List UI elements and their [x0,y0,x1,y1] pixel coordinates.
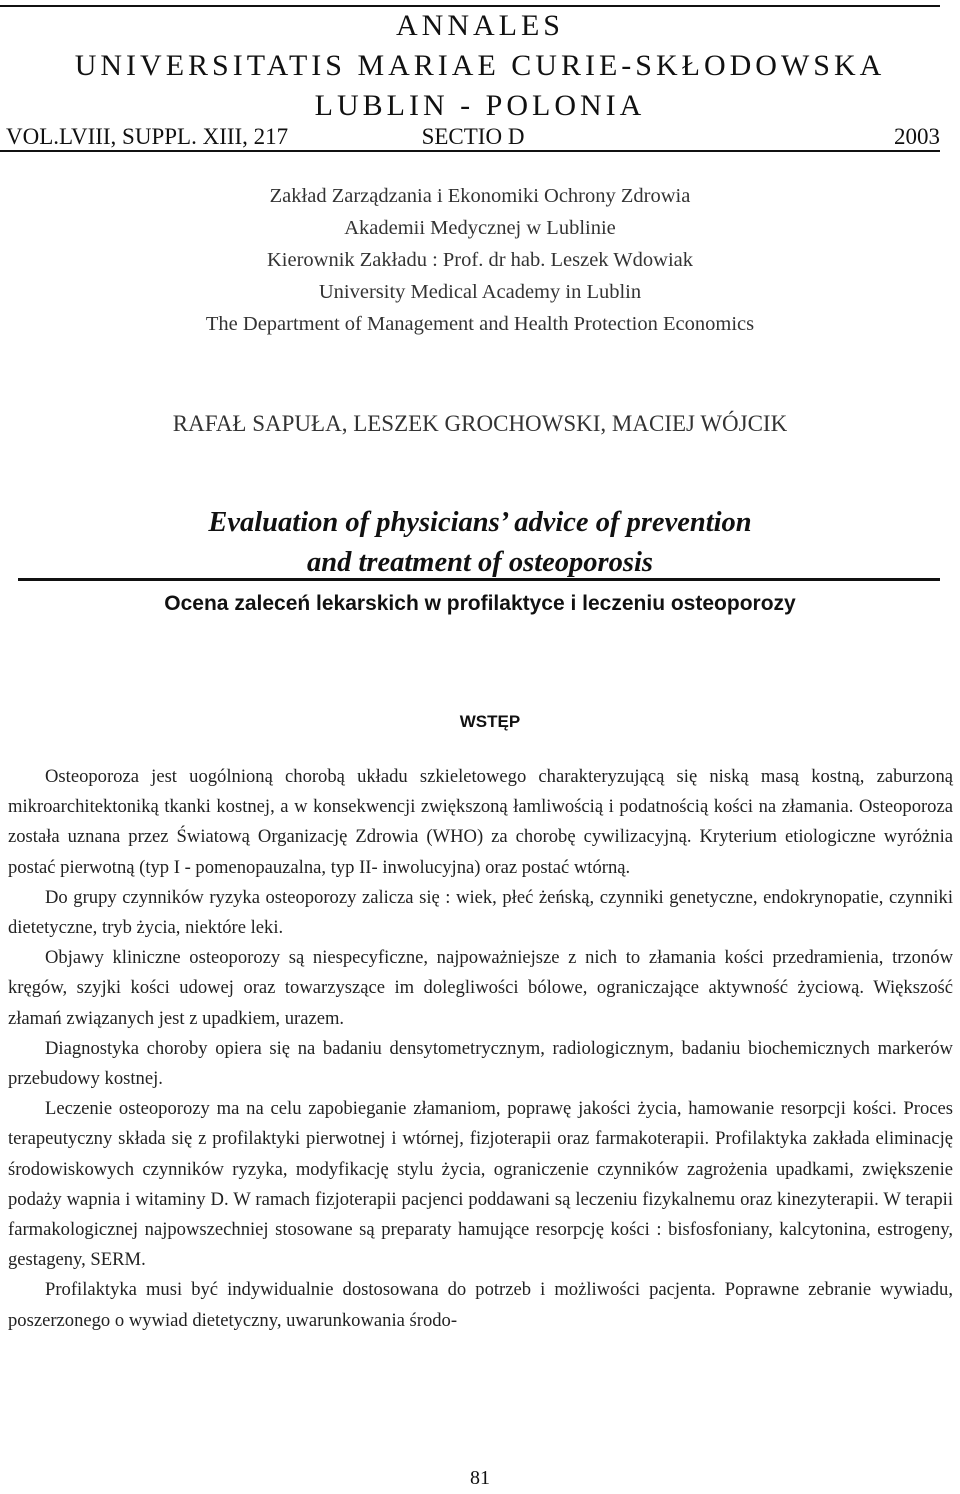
header-top-rule [0,5,940,7]
paragraph: Leczenie osteoporozy ma na celu zapobieganie złamaniom, poprawę jakości życia, hamowanie resorpcji kości. Proces terapeutyczny składa się z profilaktyki pierwotnej i wtórnej, fizjoterapii oraz farmakoterapii. Profilaktyka zakłada eliminację środowiskowych czynników ryzyka, modyfikację stylu życia, ograniczenie czynników zagrożenia upadkami, zwiększenie podaży wapnia i witaminy D. W ramach fizjoterapii pacjenci poddawani są leczeniu fizykalnemu oraz kinezyterapii. W terapii farmakologicznej najpowszechniej stosowane są preparaty hamujące resorpcję kości : bisfosfoniany, kalcytonina, estrogeny, gestageny, SERM. [8,1098,953,1271]
title-line: and treatment of osteoporosis [307,547,653,578]
section-label: SECTIO D [421,124,525,149]
authors: RAFAŁ SAPUŁA, LESZEK GROCHOWSKI, MACIEJ WÓJCIK [172,411,788,436]
journal-title-line-3: LUBLIN - POLONIA [314,89,646,122]
title-line: Evaluation of physicians’ advice of prevention [208,507,752,538]
section-heading: WSTĘP [459,712,521,731]
affiliation-line: Akademii Medycznej w Lublinie [344,217,616,239]
year-label: 2003 [894,124,940,149]
affiliation-line: Kierownik Zakładu : Prof. dr hab. Leszek Wdowiak [266,249,693,271]
header-bottom-rule [0,150,940,152]
paragraph: Do grupy czynników ryzyka osteoporozy zalicza się : wiek, płeć żeńską, czynniki genetyczne, endokrynopatie, czynniki dietetyczne, tryb życia, niektóre leki. [8,886,953,939]
affiliation-line: The Department of Management and Health Protection Economics [205,313,755,335]
paragraph: Diagnostyka choroby opiera się na badaniu densytometrycznym, radiologicznym, badaniu biochemicznych markerów przebudowy kostnej. [8,1037,953,1090]
paragraph: Objawy kliniczne osteoporozy są niespecyficzne, najpoważniejsze z nich to złamania kości przedramienia, trzonów kręgów, szyjki kości udowej oraz towarzyszące im dolegliwości bólowe, ograniczające aktywność życiową. Większość złamań związanych jest z upadkiem, urazem. [8,947,953,1029]
affiliation-block [0,180,960,340]
journal-title-line-2: UNIVERSITATIS MARIAE CURIE-SKŁODOWSKA [74,49,886,82]
paragraph: Osteoporoza jest uogólnioną chorobą układu szkieletowego charakteryzującą się niską masą kostną, zaburzoną mikroarchitektoniką tkanki kostnej, a w konsekwencji zwiększoną łamliwością i podatnością kości na złamania. Osteoporoza została uznana przez Światową Organizację Zdrowia (WHO) za chorobę cywilizacyjną. Kryterium etiologiczne wyróżnia postać pierwotną (typ I - pomenopauzalna, typ II- inwolucyjna) oraz postać wtórną. [8,766,953,878]
volume-row [6,122,940,152]
affiliation-line: Zakład Zarządzania i Ekonomiki Ochrony Zdrowia [269,185,691,207]
title-divider [18,578,940,581]
page-number: 81 [470,1467,490,1489]
journal-title-line-1: ANNALES [396,9,564,42]
volume-label: VOL.LVIII, SUPPL. XIII, 217 [6,124,289,149]
article-title-polish: Ocena zaleceń lekarskich w profilaktyce i leczeniu osteoporozy [164,592,796,615]
article-title-english [0,503,960,583]
body-text [8,762,953,1336]
affiliation-line: University Medical Academy in Lublin [318,281,642,303]
paragraph: Profilaktyka musi być indywidualnie dostosowana do potrzeb i możliwości pacjenta. Poprawne zebranie wywiadu, poszerzonego o wywiad dietetyczny, uwarunkowania środo- [8,1279,953,1331]
